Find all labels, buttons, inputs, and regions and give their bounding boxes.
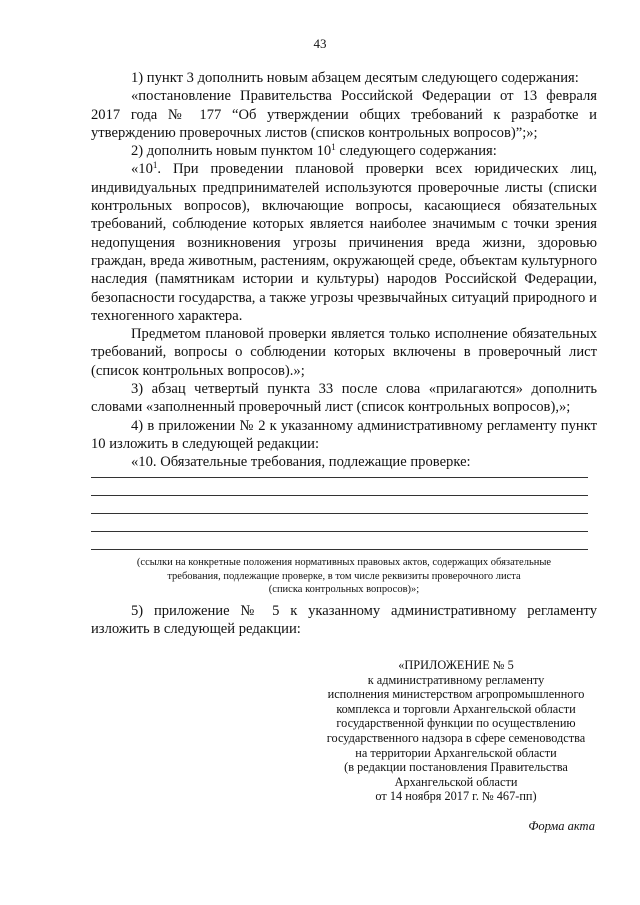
item2-intro bbox=[91, 142, 597, 160]
item3-text: 3) абзац четвертый пункта 33 после слова «прилагаются» дополнить словами «заполненный проверочный лист (список контрольных вопросов),»; bbox=[91, 381, 597, 416]
appendix-line: «ПРИЛОЖЕНИЕ № 5 bbox=[398, 658, 514, 672]
item4-intro: 4) в приложении № 2 к указанному административному регламенту пункт 10 изложить в следующей редакции: bbox=[91, 417, 597, 452]
item2-quote-number: «10 bbox=[131, 161, 153, 178]
blank-line bbox=[91, 514, 588, 532]
appendix-line: на территории Архангельской области bbox=[355, 745, 557, 760]
appendix-line: комплекса и торговли Архангельской области bbox=[336, 701, 576, 716]
item5-block bbox=[91, 602, 597, 639]
appendix-line: государственного надзора в сфере семеноводства bbox=[326, 730, 586, 745]
appendix-line: государственной функции по осуществлению bbox=[336, 716, 576, 731]
item2-quote-text: . При проведении плановой проверки всех юридических лиц, индивидуальных предпринимателей используются проверочные листы (списки контрольных вопросов), включающие вопросы, касающиеся обязательных требований, соблюдение которых является наиболее значимым с точки зрения недопущения возникновения угрозы причинения вреда жизни, здоровью граждан, вреда животным, растениям, окружающей среде, объектам культурного наследия (памятникам истории и культуры) народов Российской Федерации, безопасности государства, а также угрозы чрезвычайных ситуаций природного и техногенного характера. bbox=[91, 161, 597, 324]
footnote-line: (списка контрольных вопросов)»; bbox=[268, 584, 420, 596]
form-label: Форма акта bbox=[528, 819, 595, 833]
item1-quote: «постановление Правительства Российской Федерации от 13 февраля 2017 года № 177 “Об утверждении общих требований к разработке и утверждению проверочных листов (списков контрольных вопросов)”;»; bbox=[91, 88, 597, 141]
footnote bbox=[91, 556, 597, 597]
item2-paragraph2: Предметом плановой проверки является только исполнение обязательных требований, вопросы о соблюдении которых включены в проверочный лист (список контрольных вопросов).»; bbox=[91, 326, 597, 379]
item2-intro-tail: следующего содержания: bbox=[335, 143, 497, 160]
appendix-line: исполнения министерством агропромышленного bbox=[327, 687, 585, 702]
item2-quote bbox=[91, 160, 597, 325]
item2-intro-text: 2) дополнить новым пунктом 10 bbox=[131, 143, 332, 160]
appendix-line: (в редакции постановления Правительства bbox=[344, 760, 568, 775]
blank-line bbox=[91, 496, 588, 514]
item5-text: 5) приложение № 5 к указанному административному регламенту изложить в следующей редакции: bbox=[91, 603, 597, 638]
blank-line bbox=[91, 478, 588, 496]
footnote-line: требования, подлежащие проверке, в том числе реквизиты проверочного листа bbox=[167, 570, 521, 582]
document-body bbox=[91, 69, 597, 472]
appendix-line: к административному регламенту bbox=[367, 672, 545, 687]
appendix-line: Архангельской области bbox=[394, 774, 518, 789]
page-number: 43 bbox=[313, 36, 327, 51]
item4-quote: «10. Обязательные требования, подлежащие проверке: bbox=[131, 454, 471, 471]
item2-quote-superscript: 1 bbox=[152, 160, 158, 171]
item2-intro-superscript: 1 bbox=[331, 142, 336, 153]
item1-intro: 1) пункт 3 дополнить новым абзацем десятым следующего содержания: bbox=[131, 70, 579, 86]
footnote-line: (ссылки на конкретные положения нормативных правовых актов, содержащих обязательные bbox=[136, 557, 552, 568]
appendix-line: от 14 ноября 2017 г. № 467-пп) bbox=[375, 789, 537, 804]
blank-line bbox=[91, 460, 588, 478]
blank-fill-lines bbox=[91, 460, 588, 550]
appendix-header bbox=[300, 658, 612, 804]
blank-line bbox=[91, 532, 588, 550]
